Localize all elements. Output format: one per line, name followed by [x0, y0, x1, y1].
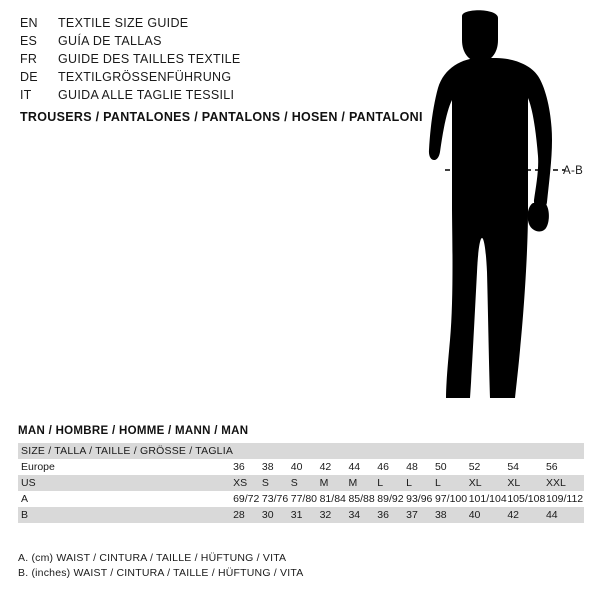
language-title-de: TEXTILGRÖSSENFÜHRUNG — [58, 70, 232, 84]
table-cell: L — [406, 475, 435, 491]
table-cell: 42 — [319, 461, 332, 473]
table-row — [18, 491, 584, 507]
language-title-en: TEXTILE SIZE GUIDE — [58, 16, 189, 30]
table-cell: 85/88 — [348, 493, 375, 505]
table-row-label: Europe — [21, 461, 55, 473]
table-cell: M — [348, 475, 377, 491]
table-cell: 54 — [507, 461, 520, 473]
table-cell: 69/72 — [233, 493, 260, 505]
language-code-en: EN — [20, 16, 38, 30]
table-cell: XL — [469, 475, 508, 491]
table-cell — [262, 443, 291, 459]
table-cell: 36 — [377, 507, 406, 523]
table-cell: 73/76 — [261, 493, 289, 505]
table-cell: 93/96 — [406, 493, 433, 505]
table-cell — [291, 443, 320, 459]
table-row-label: SIZE / TALLA / TAILLE / GRÖSSE / TAGLIA — [18, 443, 233, 459]
table-cell: XL — [507, 475, 546, 491]
table-cell: 40 — [290, 461, 303, 473]
table-cell — [469, 443, 508, 459]
language-header-block — [20, 14, 400, 104]
table-cell: L — [435, 475, 469, 491]
table-cell: 46 — [377, 461, 389, 473]
table-cell: 97/100 — [434, 493, 468, 505]
table-row — [18, 443, 584, 459]
table-cell: 101/104 — [468, 493, 507, 505]
language-title-es: GUÍA DE TALLAS — [58, 34, 162, 48]
table-cell: 44 — [348, 461, 361, 473]
table-cell — [233, 443, 262, 459]
measurement-label-ab: A-B — [563, 165, 584, 177]
table-cell: 77/80 — [290, 493, 318, 505]
table-cell: 109/112 — [545, 493, 584, 505]
table-cell: 30 — [262, 507, 291, 523]
table-cell: S — [262, 475, 291, 491]
table-cell: 32 — [320, 507, 349, 523]
size-table — [18, 443, 584, 523]
language-row-de — [20, 68, 400, 86]
table-cell: 52 — [468, 461, 481, 473]
table-cell: 48 — [406, 461, 418, 473]
table-cell: XXL — [546, 475, 584, 491]
table-row — [18, 507, 584, 523]
table-cell: 81/84 — [319, 493, 346, 505]
table-section-title: MAN / HOMBRE / HOMME / MANN / MAN — [18, 425, 249, 437]
table-cell — [546, 443, 584, 459]
table-cell: 37 — [406, 507, 435, 523]
table-cell: 38 — [261, 461, 274, 473]
table-cell: XS — [233, 475, 262, 491]
language-row-es — [20, 32, 400, 50]
table-cell: 31 — [291, 507, 320, 523]
table-row-label: US — [18, 475, 233, 491]
category-title: TROUSERS / PANTALONES / PANTALONS / HOSEN / PANTALONI — [20, 110, 423, 124]
table-cell: 50 — [434, 461, 447, 473]
language-code-de: DE — [20, 70, 38, 84]
table-cell — [406, 443, 435, 459]
table-cell: 36 — [233, 461, 245, 473]
table-cell — [320, 443, 349, 459]
language-row-en — [20, 14, 400, 32]
table-cell — [435, 443, 469, 459]
table-cell: M — [320, 475, 349, 491]
table-cell: 40 — [469, 507, 508, 523]
language-code-it: IT — [20, 88, 32, 102]
table-cell: 34 — [348, 507, 377, 523]
language-title-fr: GUIDE DES TAILLES TEXTILE — [58, 52, 241, 66]
language-code-es: ES — [20, 34, 38, 48]
table-cell: 42 — [507, 507, 546, 523]
table-cell: L — [377, 475, 406, 491]
figure-illustration — [400, 10, 590, 410]
man-silhouette-icon — [400, 10, 590, 410]
table-cell: 44 — [546, 507, 584, 523]
table-row-label: A — [21, 493, 29, 505]
table-cell: 38 — [435, 507, 469, 523]
table-row — [18, 475, 584, 491]
table-cell — [348, 443, 377, 459]
note-b: B. (inches) WAIST / CINTURA / TAILLE / HÜFTUNG / VITA — [18, 567, 304, 579]
size-table-section — [18, 425, 584, 523]
language-code-fr: FR — [20, 52, 38, 66]
note-a: A. (cm) WAIST / CINTURA / TAILLE / HÜFTUNG / VITA — [18, 552, 287, 564]
table-cell: 28 — [233, 507, 262, 523]
language-title-it: GUIDA ALLE TAGLIE TESSILI — [58, 88, 235, 102]
table-cell: 105/108 — [507, 493, 546, 505]
language-row-it — [20, 86, 400, 104]
table-cell: 56 — [545, 461, 558, 473]
table-cell — [377, 443, 406, 459]
table-cell — [507, 443, 546, 459]
table-row-label: B — [18, 507, 233, 523]
table-cell: 89/92 — [377, 493, 404, 505]
language-row-fr — [20, 50, 400, 68]
table-cell: S — [291, 475, 320, 491]
table-row — [18, 459, 584, 475]
measurement-notes — [18, 551, 303, 581]
